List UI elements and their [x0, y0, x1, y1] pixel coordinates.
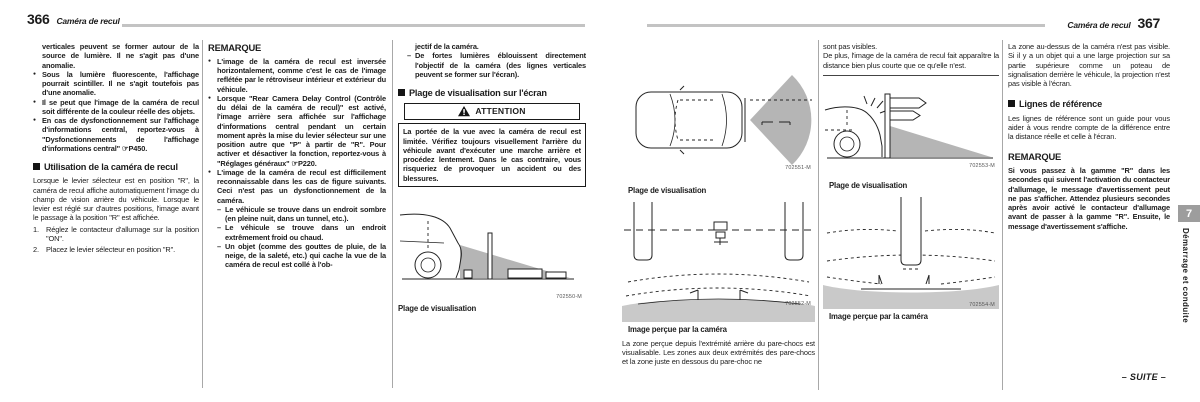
paragraph: La zone au-dessus de la caméra n'est pas visible. Si il y a un objet qui a une large projection sur sa partie supérieure comme un poteau de signalisation derrière le véhicule, la projection n'est pas visible à l'écran. [1008, 42, 1170, 88]
paragraph: Lorsque le levier sélecteur est en position "R", la caméra de recul affiche automatiquement l'image du champ de vision arrière du véhicule. Lorsque le levier est réglé sur d'autres positions, l'image avant le passage à la position "R" est affichée. [33, 176, 199, 223]
right-column-3 [1008, 42, 1170, 231]
section-heading-text: Utilisation de la caméra de recul [44, 162, 178, 172]
sub-list-item [217, 223, 386, 242]
sub-list-item-text: – Un objet (comme des gouttes de pluie, de la neige, de la saleté, etc.) qui cache la vue de la caméra de recul est collé à l'ob- [225, 241, 386, 270]
figure-caption: Plage de visualisation [829, 181, 908, 190]
center-pole [901, 197, 921, 265]
left-column-2 [208, 42, 386, 270]
top-view-camera-range-illustration [622, 38, 815, 183]
page-header-right [1067, 15, 1160, 31]
section-heading-lignes [1008, 99, 1170, 109]
header-rule-right [647, 24, 1045, 27]
figure-caption: Plage de visualisation [398, 304, 477, 314]
list-item-text: ● Sous la lumière fluorescente, l'affichage pourrait scintiller. Il ne s'agit toutefois pas d'une anomalie. [42, 69, 199, 98]
note-paragraph: Si vous passez à la gamme "R" dans les secondes qui suivent l'activation du contacteur d'allumage, le message d'avertissement peut ne pas s'afficher. Attendez plusieurs secondes après avoir activé le contacteur d'allumage avant de passer à la gamme "R". Ensuite, le message d'avertissement s'affiche. [1008, 166, 1170, 231]
list-item [208, 57, 386, 94]
step-text: Réglez le contacteur d'allumage sur la position "ON". [46, 224, 199, 243]
sub-list-item [217, 242, 386, 270]
section-title-left: Caméra de recul [56, 16, 120, 26]
attention-title-box [404, 103, 580, 120]
figure-camera-image-pole [823, 197, 999, 311]
car-wheel [834, 131, 860, 157]
sub-list-item [217, 205, 386, 224]
right-column-1 [622, 38, 815, 367]
section-title-right: Caméra de recul [1067, 20, 1131, 30]
right-column-2 [823, 42, 999, 322]
section-heading-plage [398, 88, 586, 98]
impact-marks [864, 96, 888, 113]
sub-list-item-text: – De fortes lumières éblouissent directement l'objectif de la caméra (des lignes verticales peuvent se former sur l'écran). [415, 51, 586, 79]
camera-fan-area [750, 75, 811, 165]
figure-code: 702550-M [556, 294, 582, 301]
list-item [208, 168, 386, 205]
section-heading-text: Plage de visualisation sur l'écran [409, 88, 547, 98]
column-divider [392, 40, 393, 388]
figure-camera-image-posts [622, 202, 815, 324]
column-divider [202, 40, 203, 388]
figure-viewing-range-side [398, 199, 586, 303]
chapter-tab-label: Démarrage et conduite [1181, 228, 1190, 324]
list-item [33, 116, 199, 153]
section-square-icon [398, 89, 405, 96]
step-item [33, 245, 199, 254]
list-item [33, 70, 199, 98]
page-header-left [27, 11, 120, 27]
list-item [208, 94, 386, 168]
list-item-text: ● Lorsque "Rear Camera Delay Control (Contrôle du délai de la caméra de recul)" est activé, l'image arrière sera affichée sur l'affichage d'informations central pendant un certain moment après la mise du levier sélecteur sur une position autre que "P" à partir de "R". Pour activer et désactiver la fonction, reportez-vous à "Réglages généraux" ☞P220. [217, 93, 386, 168]
figure-caption: Image perçue par la caméra [628, 325, 727, 335]
figure-caption: Plage de visualisation [628, 186, 707, 196]
note-heading: REMARQUE [1008, 151, 1062, 163]
header-rule-left [122, 24, 585, 27]
paragraph: sont pas visibles. [823, 42, 878, 51]
section-heading-text: Lignes de référence [1019, 99, 1103, 110]
continued-paragraph: verticales peuvent se former autour de la source de lumière. Il ne s'agit pas d'une anomalie. [42, 42, 199, 70]
camera-view-pole-illustration [823, 197, 999, 309]
page-number-right: 367 [1137, 15, 1160, 31]
sign-arrow-1 [890, 98, 926, 108]
list-item-text: ● Il se peut que l'image de la caméra de recul soit différente de la couleur réelle des objets. [42, 97, 199, 116]
list-item [33, 98, 199, 117]
left-column-3 [398, 42, 586, 314]
figure-code: 702553-M [969, 163, 995, 170]
step-number: 1. [33, 224, 39, 234]
continued-paragraph: jectif de la caméra. [415, 42, 479, 51]
attention-text-box: La portée de la vue avec la caméra de recul est limitée. Vérifiez toujours visuellement l'arrière du véhicule avant d'exécuter une marche arrière et procédez lentement. Dans le cas contraire, vous risqueriez de provoquer un accident ou des blessures. [398, 123, 586, 187]
sub-list-item-text: – Le véhicule se trouve dans un endroit extrêmement froid ou chaud. [225, 223, 386, 242]
pole-obstacle [488, 233, 492, 279]
list-item-text: ● En cas de dysfonctionnement sur l'affichage d'informations central, reportez-vous à "Dysfonctionnements de l'affichage d'informations central" ☞P450. [42, 116, 199, 153]
paragraph: Les lignes de référence sont un guide pour vous aider à vous rendre compte de la différence entre la distance réelle et celle à l'écran. [1008, 113, 1170, 142]
figure-viewing-range-top [622, 38, 815, 185]
sign-arrow-2 [890, 111, 920, 120]
figure-code: 702551-M [785, 164, 811, 171]
column-divider [818, 40, 819, 390]
continuation-footer: – SUITE – [1121, 372, 1166, 382]
step-text: Placez le levier sélecteur en position "R". [46, 245, 176, 255]
list-item-text: ● L'image de la caméra de recul est difficilement reconnaissable dans les cas de figure suivants. Ceci n'est pas un dysfonctionnement de la caméra. [217, 167, 386, 205]
sub-list-item-text: – Le véhicule se trouve dans un endroit sombre (en pleine nuit, dans un tunnel, etc.). [225, 204, 386, 223]
figure-code: 702552-M [785, 301, 811, 308]
warning-triangle-icon [458, 106, 470, 117]
left-post [634, 202, 652, 260]
column-divider [1002, 40, 1003, 390]
step-item [33, 225, 199, 244]
figure-viewing-range-pole [823, 75, 999, 180]
attention-title-text: ATTENTION [475, 106, 526, 117]
paragraph: De plus, l'image de la caméra de recul fait apparaître la distance bien plus courte que ce qu'elle n'est. [823, 51, 999, 70]
left-column-1 [33, 42, 199, 254]
sub-list-item [407, 51, 586, 79]
guide-ticks [879, 275, 929, 284]
note-heading: REMARQUE [208, 42, 262, 53]
section-square-icon [33, 163, 40, 170]
page-number-left: 366 [27, 11, 50, 27]
chapter-tab-number[interactable]: 7 [1178, 205, 1200, 222]
figure-caption: Image perçue par la caméra [829, 311, 928, 321]
section-square-icon [1008, 100, 1015, 107]
section-heading-utilisation [33, 162, 199, 172]
list-item-text: ● L'image de la caméra de recul est inversée horizontalement, comme c'est le cas de l'image reflétée par le rétroviseur intérieur et extérieur du véhicule. [217, 56, 386, 94]
car-wheel [415, 252, 441, 278]
side-view-camera-range-illustration [398, 199, 584, 301]
step-number: 2. [33, 245, 39, 255]
paragraph: La zone perçue depuis l'extrémité arrière du pare-chocs est visualisable. Les zones aux deux extrémités des pare-chocs et la zone juste en dessous du pare-choc ne [622, 338, 815, 367]
signpost-pole [885, 94, 890, 158]
figure-code: 702554-M [969, 302, 995, 309]
right-post [785, 202, 803, 260]
